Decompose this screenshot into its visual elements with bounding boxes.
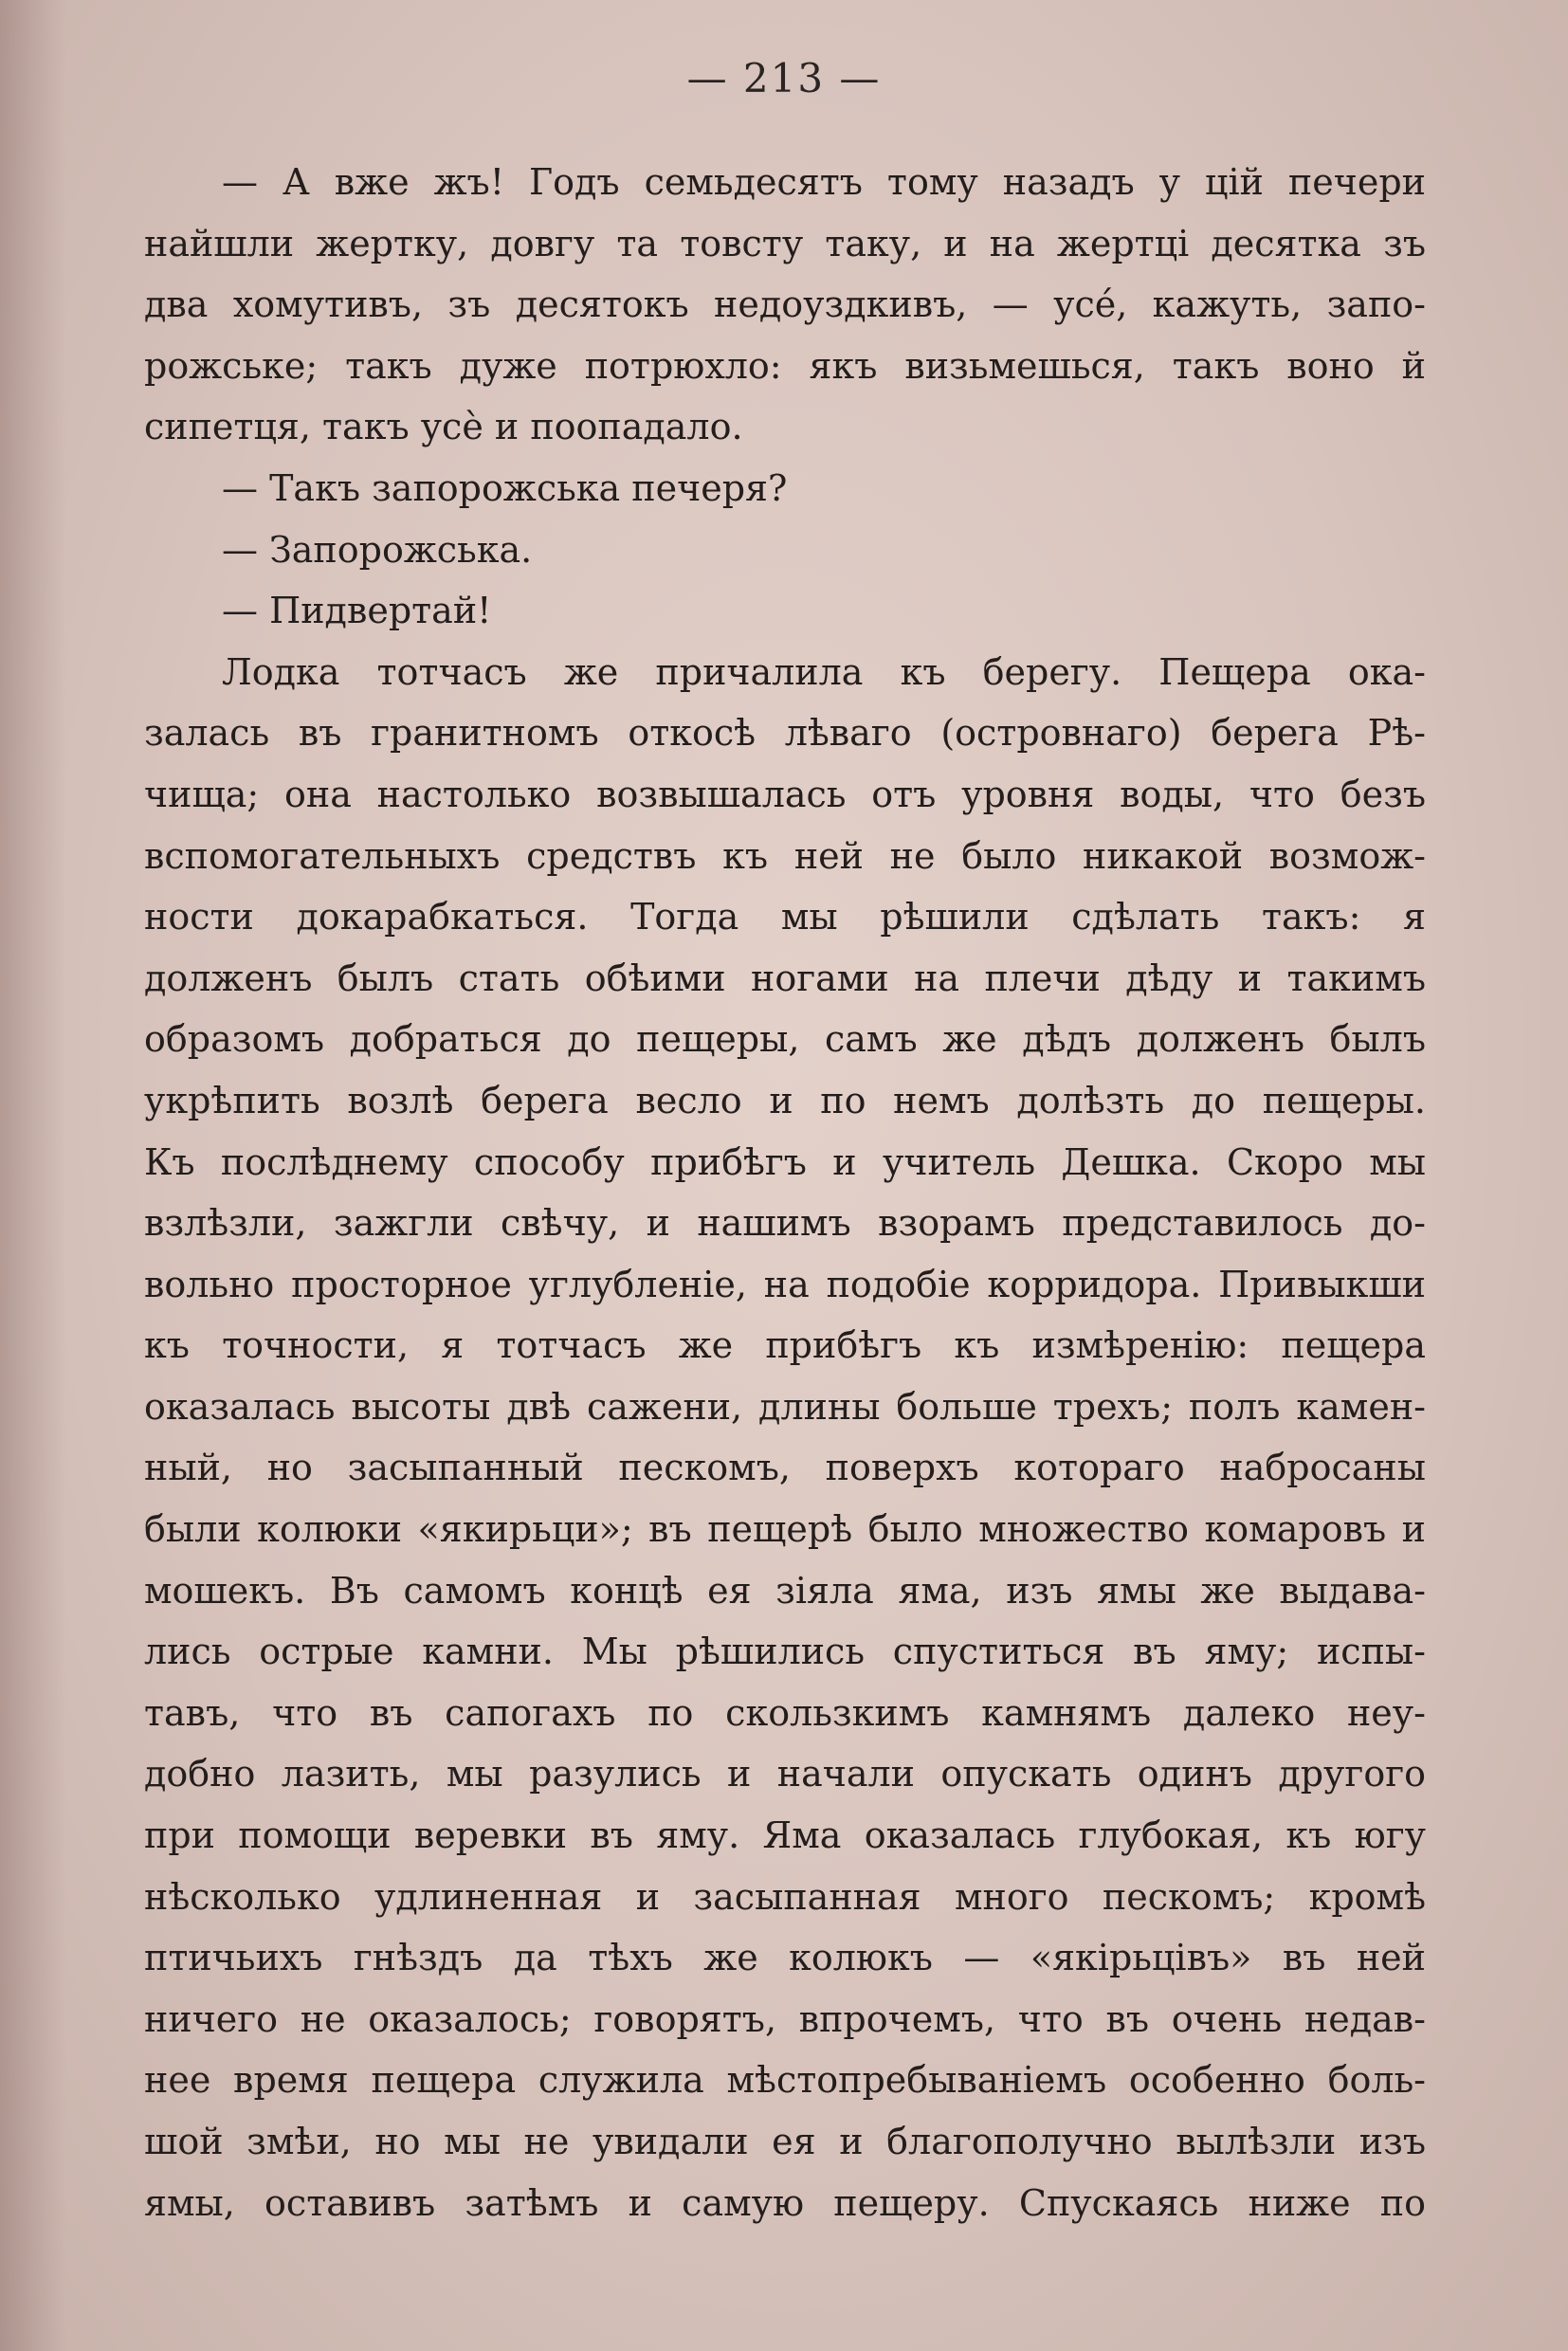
text-line: два хомутивъ, зъ десятокъ недоуздкивъ, — усé, кажуть, запо- [144, 283, 1426, 326]
text-line: при помощи веревки въ яму. Яма оказалась глубокая, къ югу [144, 1814, 1426, 1857]
text-line: птичьихъ гнѣздъ да тѣхъ же колюкъ — «якірьцівъ» въ ней [144, 1937, 1426, 1979]
text-line: шой змѣи, но мы не увидали ея и благополучно вылѣзли изъ [144, 2121, 1426, 2162]
text-line: — Запорожська. [222, 528, 533, 571]
text-line: ности докарабкаться. Тогда мы рѣшили сдѣлать такъ: я [144, 896, 1426, 939]
text-line: — Такъ запорожська печеря? [222, 466, 788, 509]
text-line: были колюки «якирьци»; въ пещерѣ было множество комаровъ и [144, 1508, 1426, 1551]
text-line: мошекъ. Въ самомъ концѣ ея зіяла яма, изъ ямы же выдава- [144, 1569, 1426, 1612]
text-line: лись острые камни. Мы рѣшились спуститься въ яму; испы- [144, 1631, 1426, 1673]
text-line: укрѣпить возлѣ берега весло и по немъ долѣзть до пещеры. [144, 1079, 1426, 1121]
text-line: найшли жертку, довгу та товсту таку, и на жертці десятка зъ [144, 222, 1426, 264]
text-line: долженъ былъ стать обѣими ногами на плечи дѣду и такимъ [144, 957, 1426, 999]
text-line: чища; она настолько возвышалась отъ уровня воды, что безъ [144, 773, 1426, 815]
text-line: тавъ, что въ сапогахъ по скользкимъ камнямъ далеко неу- [144, 1691, 1426, 1734]
text-line: — А вже жъ! Годъ семьдесятъ тому назадъ у цій печери [222, 161, 1426, 203]
text-line: образомъ добраться до пещеры, самъ же дѣдъ долженъ былъ [144, 1018, 1426, 1061]
text-line: оказалась высоты двѣ сажени, длины больше трехъ; полъ камен- [144, 1385, 1426, 1428]
text-line: добно лазить, мы разулись и начали опускать одинъ другого [144, 1753, 1426, 1795]
text-line: Лодка тотчасъ же причалила къ берегу. Пещера ока- [222, 650, 1426, 693]
page-number: — 213 — [686, 55, 882, 101]
text-line: ямы, оставивъ затѣмъ и самую пещеру. Спускаясь ниже по [144, 2181, 1426, 2224]
text-line: рожське; такъ дуже потрюхло: якъ визьмешься, такъ воно й [144, 344, 1426, 387]
text-line: сипетця, такъ усè и поопадало. [144, 406, 743, 448]
text-line: вольно просторное углубленіе, на подобіе корридора. Привыкши [144, 1263, 1426, 1305]
text-line: ный, но засыпанный пескомъ, поверхъ котораго набросаны [144, 1447, 1426, 1489]
text-line: вспомогательныхъ средствъ къ ней не было никакой возмож- [144, 834, 1426, 877]
page-edge-shadow [0, 0, 66, 2351]
text-line: нѣсколько удлиненная и засыпанная много пескомъ; кромѣ [144, 1875, 1426, 1918]
text-line: нее время пещера служила мѣстопребываніемъ особенно боль- [144, 2059, 1426, 2102]
text-line: къ точности, я тотчасъ же прибѣгъ къ измѣренію: пещера [144, 1324, 1426, 1367]
text-line: ничего не оказалось; говорятъ, впрочемъ, что въ очень недав- [144, 1997, 1426, 2040]
text-line: — Пидвертай! [222, 590, 492, 632]
text-line: взлѣзли, зажгли свѣчу, и нашимъ взорамъ представилось до- [144, 1202, 1426, 1245]
text-line: Къ послѣднему способу прибѣгъ и учитель Дешка. Скоро мы [144, 1140, 1426, 1183]
body-text [144, 152, 1426, 2233]
text-line: залась въ гранитномъ откосѣ лѣваго (островнаго) берега Рѣ- [144, 712, 1426, 755]
